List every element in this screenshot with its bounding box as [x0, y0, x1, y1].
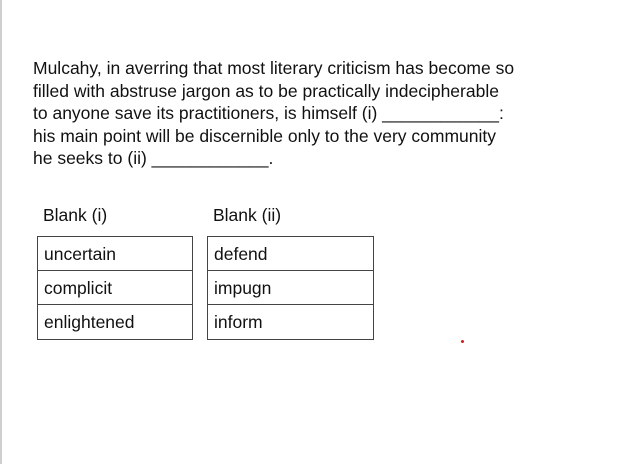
blank-ii-column [207, 204, 374, 340]
blank-i-option-enlightened[interactable]: enlightened [44, 312, 135, 332]
blank-i-column [37, 204, 193, 340]
window-edge [0, 0, 2, 464]
question-text: Mulcahy, in averring that most literary criticism has become so filled with abstruse jargon as to be practically indecipherable to anyone save its practitioners, is himself (i) ____________: his main point will be discernible only to the very community he seeks to (ii) ____________. [33, 58, 515, 168]
blank-ii-option-inform[interactable]: inform [214, 312, 263, 332]
blank-i-options [37, 236, 193, 340]
blank-ii-header: Blank (ii) [213, 205, 282, 225]
mouse-cursor-icon [461, 340, 464, 343]
blank-i-option-complicit[interactable]: complicit [38, 271, 192, 305]
blank-ii-options [207, 236, 374, 340]
blank-i-option-uncertain[interactable]: uncertain [38, 237, 192, 271]
blank-ii-option-defend[interactable]: defend [208, 237, 373, 271]
blank-ii-option-impugn[interactable]: impugn [208, 271, 373, 305]
blank-i-header: Blank (i) [43, 205, 108, 225]
